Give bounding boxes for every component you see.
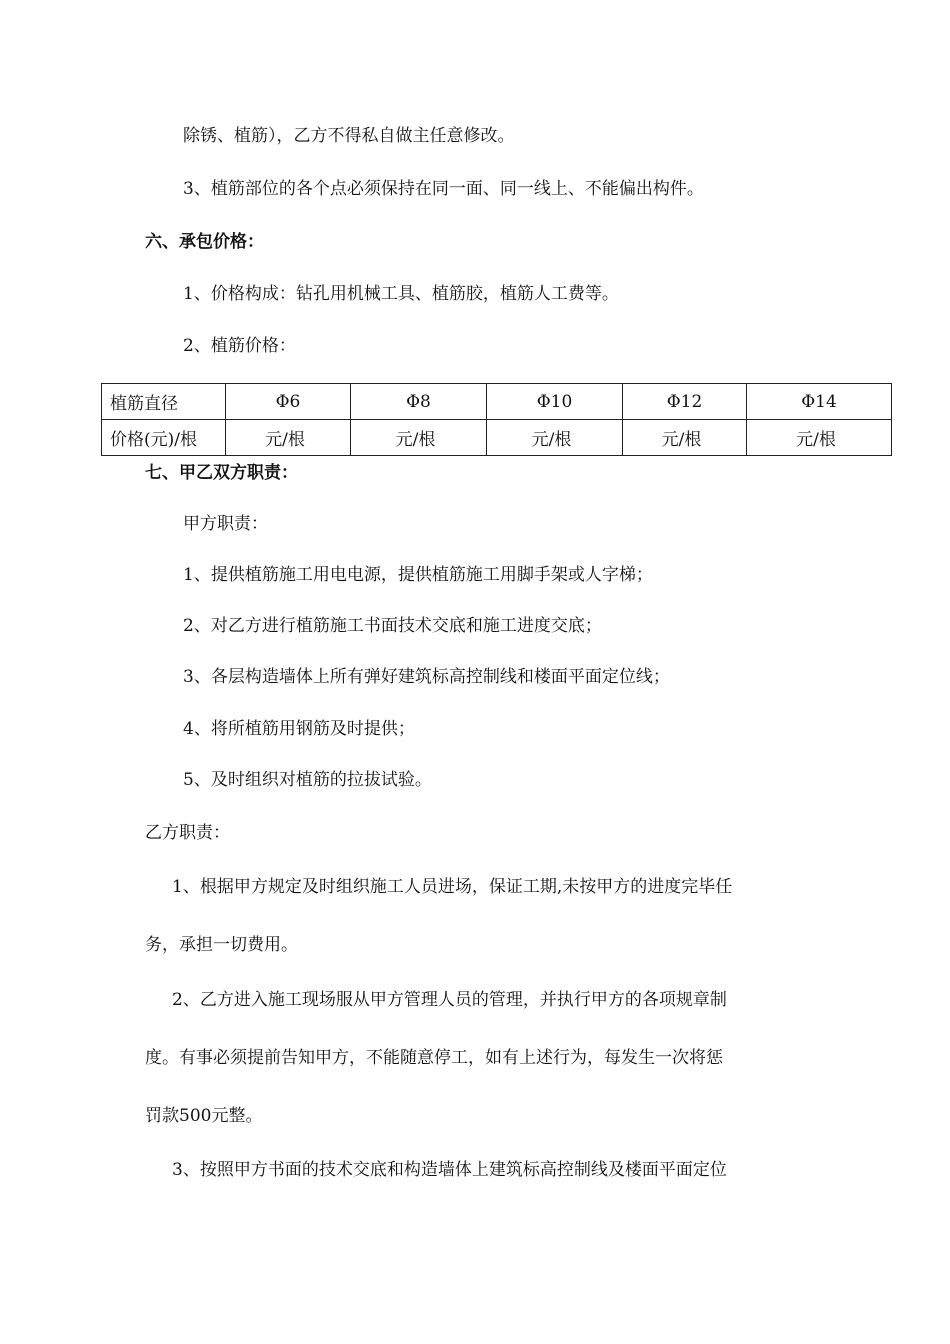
table-row [102, 420, 892, 456]
table-cell: 元/根 [487, 420, 623, 456]
table-cell: 元/根 [351, 420, 487, 456]
table-cell: Φ6 [226, 384, 351, 420]
text-line: 5、及时组织对植筋的拉拔试验。 [183, 770, 432, 790]
text-line: 4、将所植筋用钢筋及时提供； [183, 719, 415, 739]
table-cell: 元/根 [226, 420, 351, 456]
table-cell: 元/根 [747, 420, 892, 456]
price-table [101, 383, 892, 456]
text-line: 3、植筋部位的各个点必须保持在同一面、同一线上、不能偏出构件。 [183, 179, 704, 199]
text-line: 2、对乙方进行植筋施工书面技术交底和施工进度交底； [183, 616, 602, 636]
section-heading-6: 六、承包价格： [145, 232, 264, 252]
section-heading-7: 七、甲乙双方职责： [145, 463, 298, 483]
text-line: 乙方职责： [145, 823, 230, 843]
text-line: 1、根据甲方规定及时组织施工人员进场，保证工期,未按甲方的进度完毕任 [172, 877, 733, 897]
table-cell: Φ8 [351, 384, 487, 420]
text-line: 度。有事必须提前告知甲方，不能随意停工，如有上述行为，每发生一次将惩 [145, 1048, 723, 1068]
text-line: 务，承担一切费用。 [145, 935, 298, 955]
text-line: 3、按照甲方书面的技术交底和构造墙体上建筑标高控制线及楼面平面定位 [172, 1160, 727, 1180]
table-cell: 元/根 [623, 420, 747, 456]
text-line: 1、价格构成：钻孔用机械工具、植筋胶，植筋人工费等。 [183, 284, 619, 304]
text-line: 除锈、植筋），乙方不得私自做主任意修改。 [183, 126, 515, 146]
text-line: 3、各层构造墙体上所有弹好建筑标高控制线和楼面平面定位线； [183, 667, 670, 687]
table-cell: Φ12 [623, 384, 747, 420]
text-line: 罚款500元整。 [145, 1106, 263, 1126]
text-line: 1、提供植筋施工用电电源，提供植筋施工用脚手架或人字梯； [183, 565, 653, 585]
table-cell: 植筋直径 [102, 384, 226, 420]
text-line: 甲方职责： [183, 514, 268, 534]
table-cell: Φ10 [487, 384, 623, 420]
text-line: 2、乙方进入施工现场服从甲方管理人员的管理，并执行甲方的各项规章制 [172, 990, 727, 1010]
table-cell: 价格(元)/根 [102, 420, 226, 456]
table-cell: Φ14 [747, 384, 892, 420]
text-line: 2、植筋价格： [183, 336, 296, 356]
table-header-row [102, 384, 892, 420]
